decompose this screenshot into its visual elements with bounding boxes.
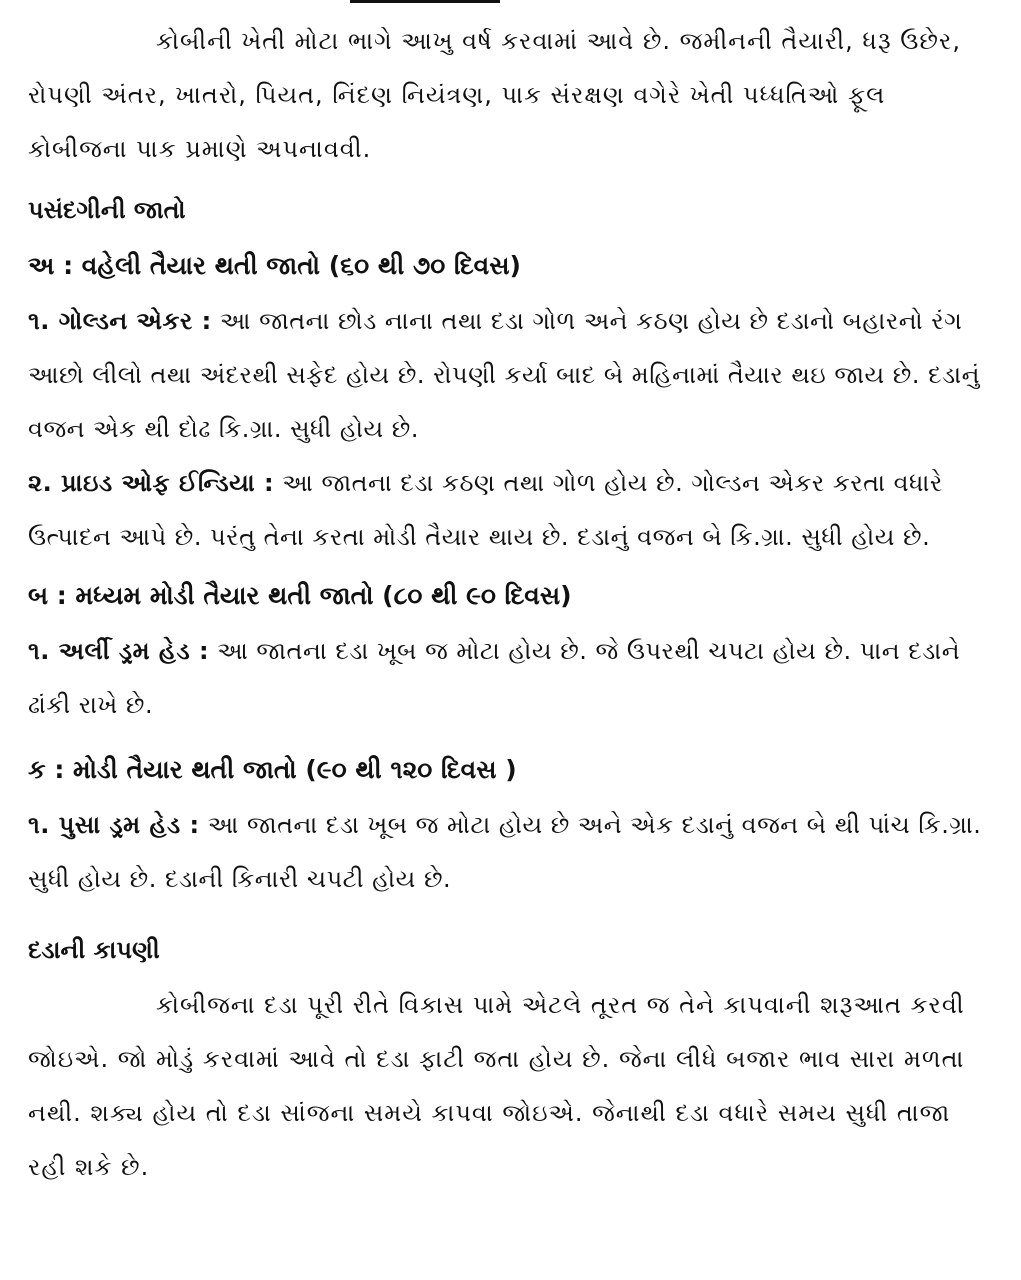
variety-golden-acre-text: આ જાતના છોડ નાના તથા દડા ગોળ અને કઠણ હોય છે દડાનો બહારનો રંગ આછો લીલો તથા અંદરથી સફેદ હોય છે. રોપણી કર્યા બાદ બે મહિનામાં તૈયાર થઇ જાય છે. દડાનું વજન એક થી દોઢ કિ.ગ્રા. સુધી હોય છે. [28, 307, 980, 443]
variety-early-drumhead-name: ૧. અર્લી ડ્રમ હેડ : [28, 637, 210, 665]
variety-pride-of-india-name: ૨. પ્રાઇડ ઓફ ઈન્ડિયા : [28, 469, 275, 497]
variety-early-drumhead-text: આ જાતના દડા ખૂબ જ મોટા હોય છે. જે ઉપરથી ચપટા હોય છે. પાન દડાને ઢાંકી રાખે છે. [28, 637, 961, 719]
harvest-text: કોબીજના દડા પૂરી રીતે વિકાસ પામે એટલે તૂરત જ તેને કાપવાની શરૂઆત કરવી જોઇએ. જો મોડું કરવામાં આવે તો દડા ફાટી જતા હોય છે. જેના લીધે બજાર ભાવ સારા મળતા નથી. શક્ય હોય તો દડા સાંજના સમયે કાપવા જોઇએ. જેનાથી દડા વધારે સમય સુધી તાજા રહી શકે છે. [28, 991, 965, 1181]
harvest-heading: દડાની કાપણી [28, 936, 160, 964]
variety-pusa-drumhead-name: ૧. પુસા ડ્રમ હેડ : [28, 811, 200, 839]
varieties-heading: પસંદગીની જાતો [28, 196, 186, 224]
group-b-heading: બ : મધ્યમ મોડી તૈયાર થતી જાતો (૮૦ થી ૯૦ દિવસ) [28, 581, 572, 610]
variety-early-drumhead [28, 624, 993, 732]
group-c-heading: ક : મોડી તૈયાર થતી જાતો (૯૦ થી ૧૨૦ દિવસ ) [28, 755, 517, 784]
variety-golden-acre [28, 294, 993, 456]
variety-pride-of-india [28, 456, 993, 564]
variety-golden-acre-name: ૧. ગોલ્ડન એકર : [28, 307, 212, 335]
intro-text: કોબીની ખેતી મોટા ભાગે આખુ વર્ષ કરવામાં આવે છે. જમીનની તૈયારી, ધરૂ ઉછેર, રોપણી અંતર, ખાતરો, પિયત, નિંદણ નિયંત્રણ, પાક સંરક્ષણ વગેરે ખેતી પધ્ધતિઓ ફૂલ કોબીજના પાક પ્રમાણે અપનાવવી. [28, 27, 961, 163]
harvest-paragraph [28, 978, 993, 1194]
variety-pride-of-india-text: આ જાતના દડા કઠણ તથા ગોળ હોય છે. ગોલ્ડન એકર કરતા વધારે ઉત્પાદન આપે છે. પરંતુ તેના કરતા મોડી તૈયાર થાય છે. દડાનું વજન બે કિ.ગ્રા. સુધી હોય છે. [28, 469, 943, 551]
top-rule [350, 0, 500, 3]
variety-pusa-drumhead-text: આ જાતના દડા ખૂબ જ મોટા હોય છે અને એક દડાનું વજન બે થી પાંચ કિ.ગ્રા. સુધી હોય છે. દડાની કિનારી ચપટી હોય છે. [28, 811, 982, 893]
group-a-heading: અ : વહેલી તૈયાર થતી જાતો (૬૦ થી ૭૦ દિવસ) [28, 251, 521, 280]
intro-paragraph [28, 14, 993, 176]
variety-pusa-drumhead [28, 798, 993, 906]
